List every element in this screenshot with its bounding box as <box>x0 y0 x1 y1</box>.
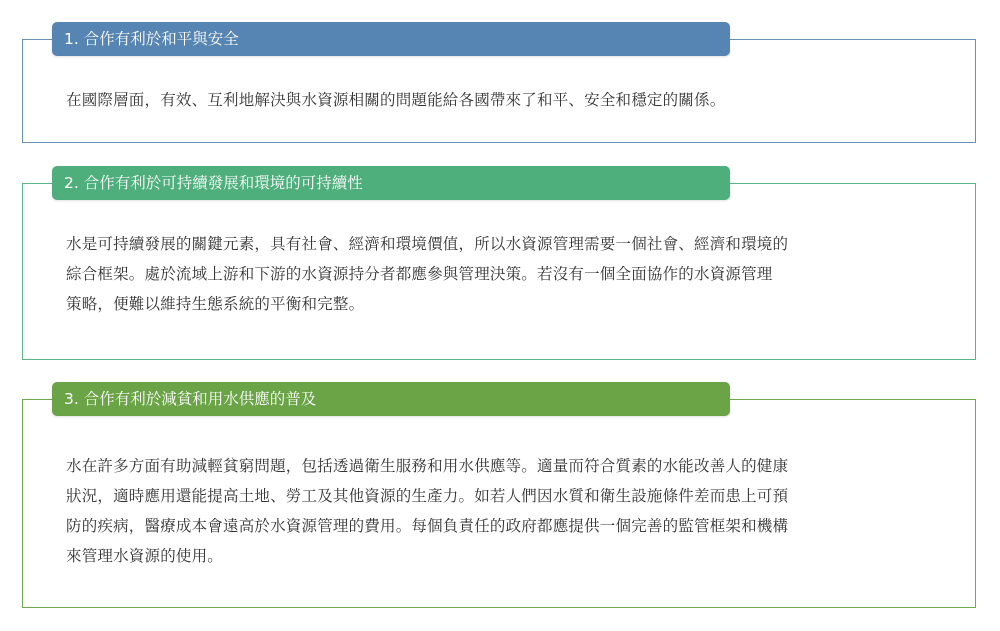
section-1-body <box>66 85 946 115</box>
section-3-line-3: 防的疾病，醫療成本會遠高於水資源管理的費用。每個負責任的政府都應提供一個完善的監管框架和機構 <box>66 517 789 535</box>
section-1-title: 1. 合作有利於和平與安全 <box>52 22 730 56</box>
section-2-line-1: 水是可持續發展的關鍵元素，具有社會、經濟和環境價值，所以水資源管理需要一個社會、經濟和環境的 <box>66 235 789 253</box>
section-3-line-2: 狀況，適時應用還能提高土地、勞工及其他資源的生產力。如若人們因水質和衛生設施條件差而患上可預 <box>66 487 789 505</box>
section-2-line-3: 策略，便難以維持生態系統的平衡和完整。 <box>66 295 365 313</box>
section-1-line-1: 在國際層面，有效、互利地解決與水資源相關的問題能給各國帶來了和平、安全和穩定的關係。 <box>66 91 726 109</box>
section-3-body <box>66 451 946 571</box>
section-3-title: 3. 合作有利於減貧和用水供應的普及 <box>52 382 730 416</box>
section-3-line-1: 水在許多方面有助減輕貧窮問題，包括透過衛生服務和用水供應等。適量而符合質素的水能改善人的健康 <box>66 457 789 475</box>
section-3-line-4: 來管理水資源的使用。 <box>66 547 224 565</box>
section-2-title: 2. 合作有利於可持續發展和環境的可持續性 <box>52 166 730 200</box>
section-2-line-2: 綜合框架。處於流域上游和下游的水資源持分者都應參與管理決策。若沒有一個全面協作的水資源管理 <box>66 265 773 283</box>
section-2-body <box>66 229 946 319</box>
